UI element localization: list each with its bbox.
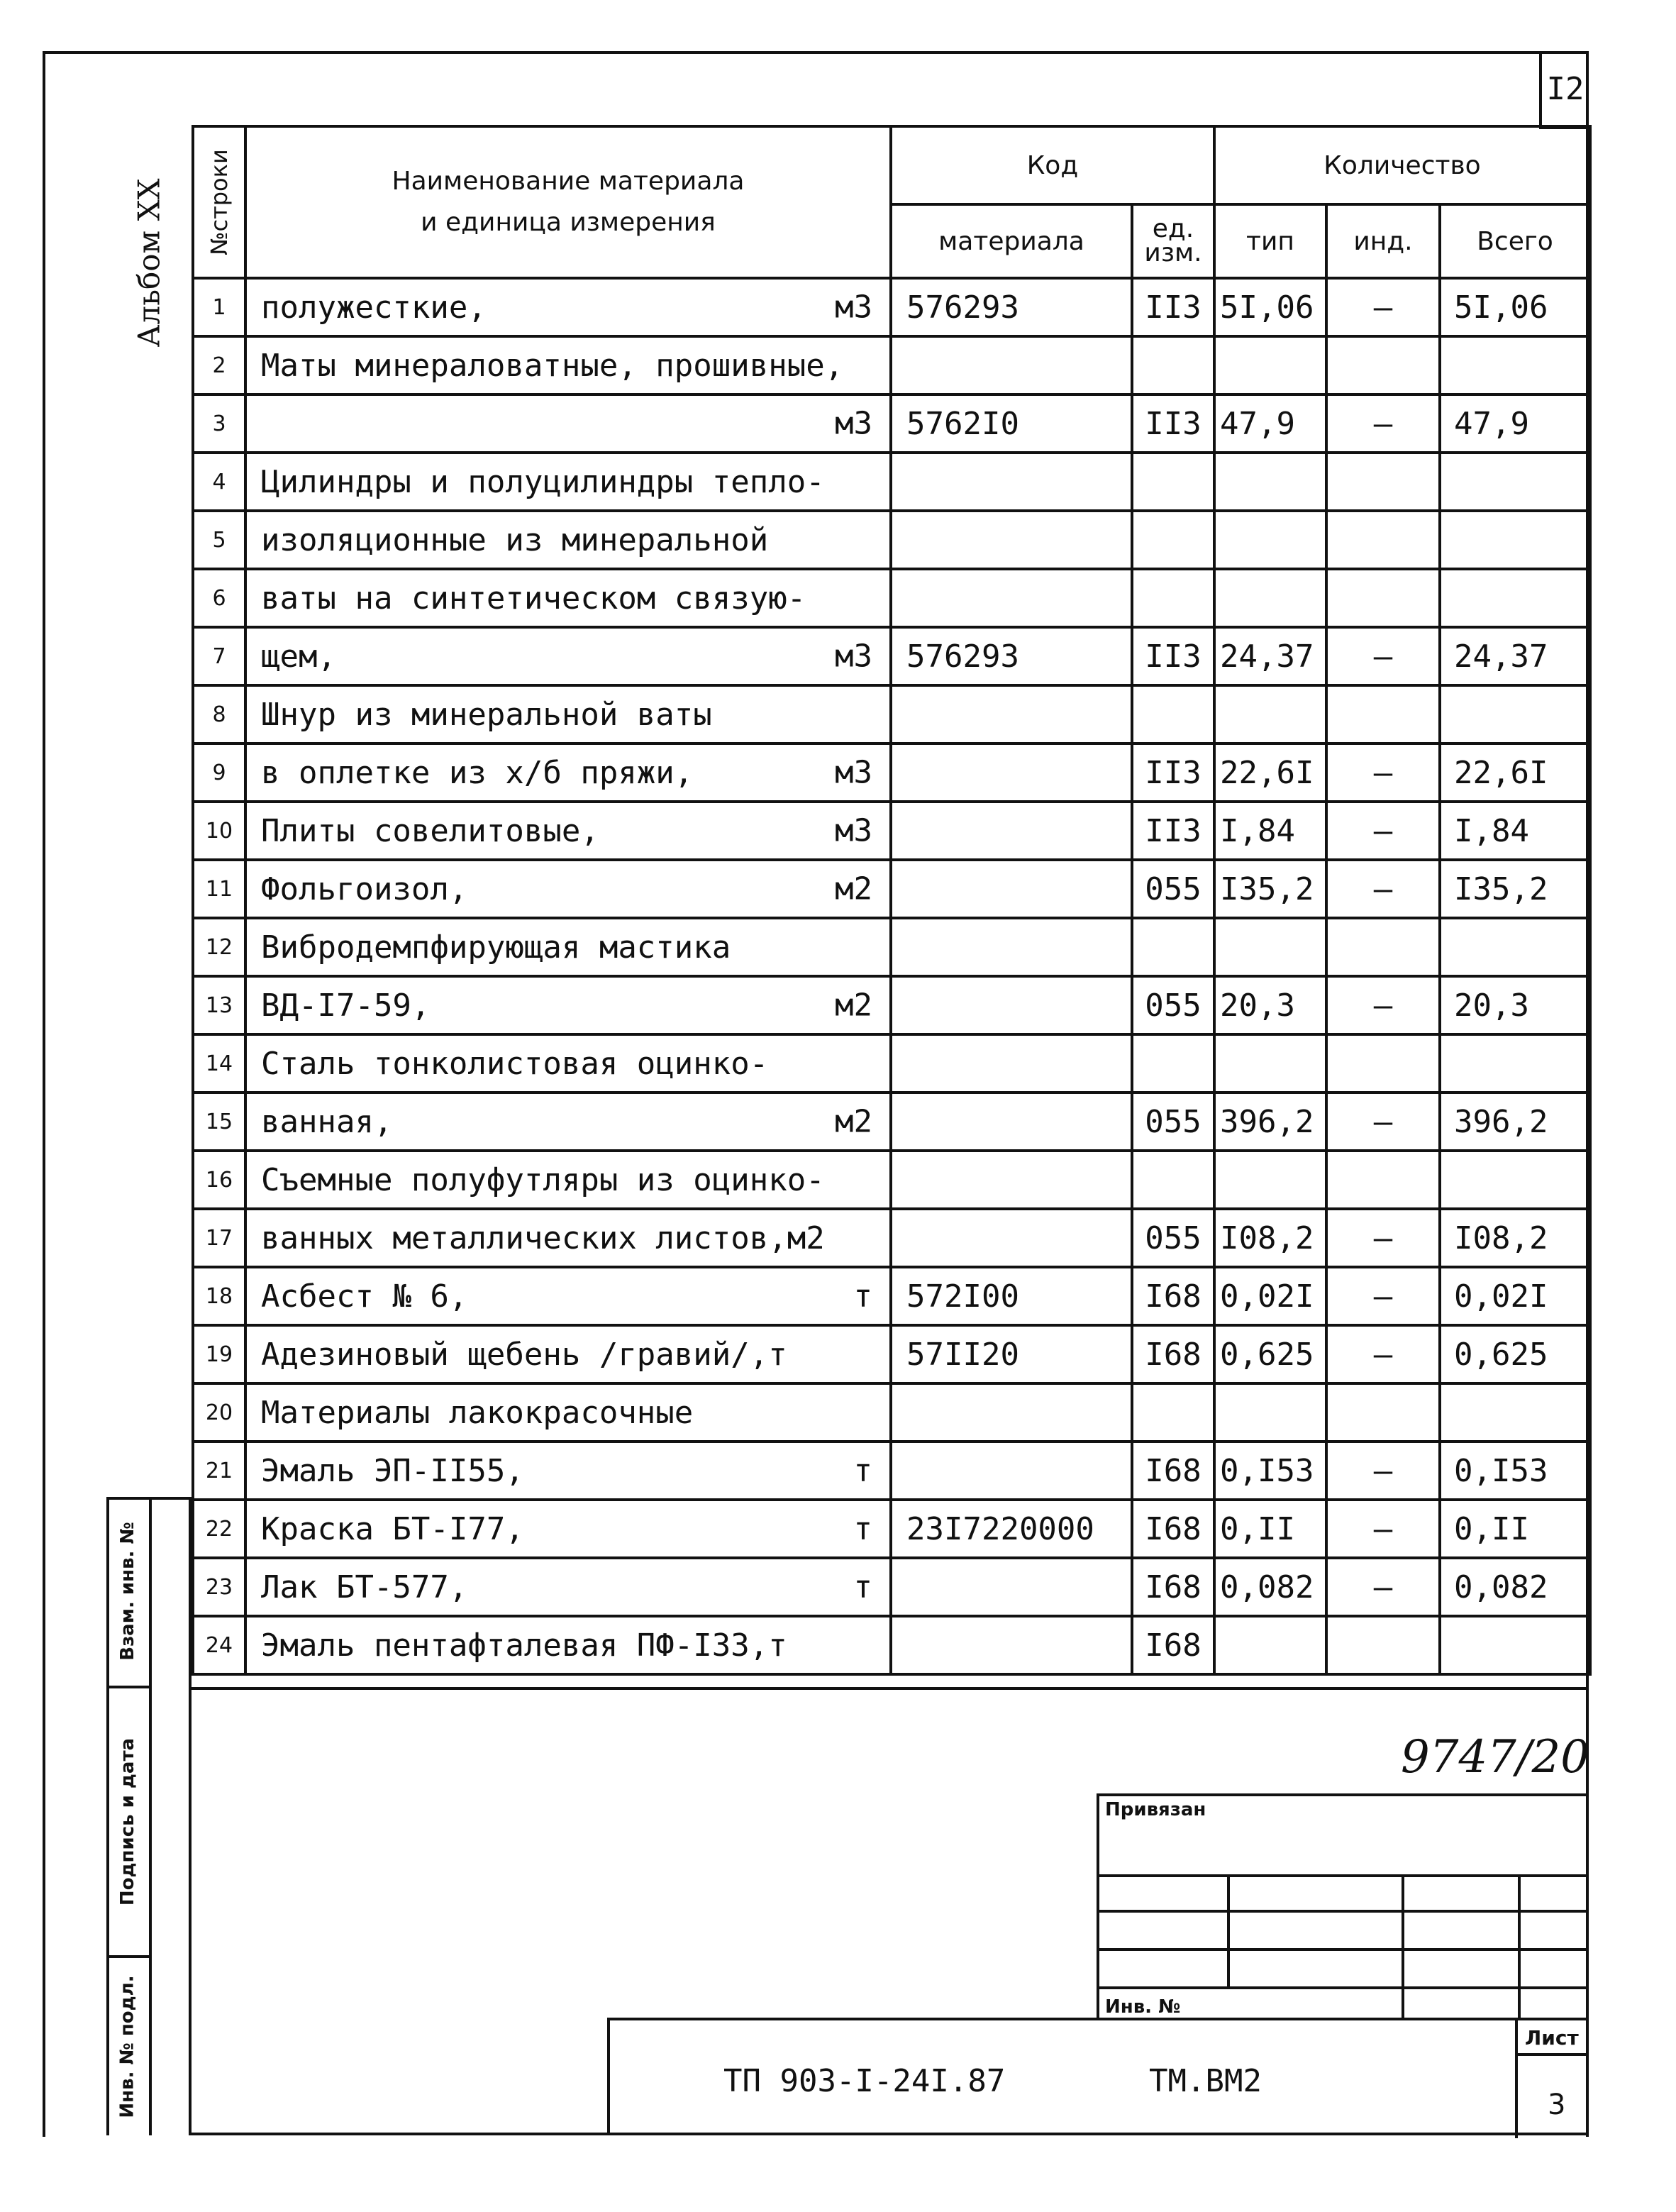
qty-total-cell (1440, 1616, 1590, 1674)
qty-type-cell: I,84 (1214, 802, 1326, 860)
material-code-cell (891, 1093, 1132, 1151)
row-number-cell: 7 (193, 627, 245, 685)
unit-code-cell (1132, 1151, 1214, 1209)
priv-col-2 (1402, 1874, 1404, 2020)
qty-total-cell (1440, 918, 1590, 976)
qty-ind-cell (1326, 1034, 1440, 1093)
qty-type-cell: 5I,06 (1214, 278, 1326, 336)
qty-total-cell (1440, 336, 1590, 394)
sheet-cell-divider (1515, 2020, 1518, 2138)
document-code: ТП 903-I-24I.87 (723, 2063, 1006, 2099)
qty-type-cell: 396,2 (1214, 1093, 1326, 1151)
material-name-cell (245, 511, 891, 569)
qty-ind-cell (1326, 569, 1440, 627)
qty-type-cell: 0,02I (1214, 1267, 1326, 1325)
material-code-cell (891, 1209, 1132, 1267)
header-name (245, 126, 891, 278)
materials-table (192, 125, 1592, 1676)
qty-total-cell: 0,II (1440, 1500, 1590, 1558)
qty-type-cell (1214, 918, 1326, 976)
material-code-cell (891, 976, 1132, 1034)
material-code-cell (891, 802, 1132, 860)
row-number-cell: 14 (193, 1034, 245, 1093)
material-unit-text: м2 (835, 870, 872, 907)
qty-ind-cell: – (1326, 1325, 1440, 1383)
material-name-text: ВД-I7-59, (261, 987, 431, 1024)
qty-ind-cell: – (1326, 627, 1440, 685)
qty-total-cell: 22,6I (1440, 743, 1590, 802)
material-name-text: ванная, (261, 1103, 393, 1140)
unit-code-cell: II3 (1132, 743, 1214, 802)
qty-type-cell (1214, 453, 1326, 511)
material-name-text: Асбест № 6, (261, 1278, 468, 1315)
header-name-line1: Наименование материала (392, 167, 745, 196)
row-number-cell: 20 (193, 1383, 245, 1442)
material-code-cell: 23I7220000 (891, 1500, 1132, 1558)
qty-type-cell: 22,6I (1214, 743, 1326, 802)
sheet-corner-number: I2 (1539, 51, 1589, 129)
qty-total-cell: I,84 (1440, 802, 1590, 860)
unit-code-cell (1132, 1383, 1214, 1442)
privyazan-label: Привязан (1105, 1799, 1206, 1820)
material-name-text: в оплетке из х/б пряжи, (261, 754, 694, 791)
qty-type-cell (1214, 569, 1326, 627)
priv-col-1 (1227, 1874, 1230, 1986)
material-name-text: Фольгоизол, (261, 870, 468, 907)
qty-total-cell: 24,37 (1440, 627, 1590, 685)
qty-total-cell: 5I,06 (1440, 278, 1590, 336)
material-name-text: Маты минераловатные, прошивные, (261, 347, 844, 384)
qty-total-cell (1440, 1034, 1590, 1093)
qty-type-cell: 24,37 (1214, 627, 1326, 685)
table-row (193, 1325, 1590, 1383)
material-name-cell (245, 860, 891, 918)
table-row (193, 1383, 1590, 1442)
frame-left-edge (43, 51, 45, 2137)
table-row (193, 336, 1590, 394)
handwritten-number: 9747/20 (1401, 1731, 1589, 1784)
row-number-cell: 1 (193, 278, 245, 336)
qty-ind-cell: – (1326, 394, 1440, 453)
material-name-text: Плиты совелитовые, (261, 812, 599, 849)
table-row (193, 743, 1590, 802)
row-number-cell: 11 (193, 860, 245, 918)
qty-total-cell (1440, 453, 1590, 511)
qty-ind-cell: – (1326, 976, 1440, 1034)
table-row (193, 1558, 1590, 1616)
qty-ind-cell: – (1326, 1500, 1440, 1558)
unit-code-cell: I68 (1132, 1616, 1214, 1674)
table-row (193, 1267, 1590, 1325)
material-name-cell (245, 1325, 891, 1383)
unit-code-cell: I68 (1132, 1500, 1214, 1558)
privyazan-box (1097, 1793, 1589, 2020)
unit-code-cell (1132, 336, 1214, 394)
qty-ind-cell (1326, 453, 1440, 511)
material-code-cell (891, 1151, 1132, 1209)
material-name-text: Эмаль пентафталевая ПФ-I33,т (261, 1627, 787, 1664)
table-row (193, 918, 1590, 976)
material-name-text: Сталь тонколистовая оцинко- (261, 1045, 769, 1082)
qty-type-cell: 0,I53 (1214, 1442, 1326, 1500)
material-name-cell (245, 1558, 891, 1616)
table-row (193, 1209, 1590, 1267)
unit-code-cell (1132, 453, 1214, 511)
material-unit-text: м3 (835, 812, 872, 849)
material-unit-text: т (853, 1278, 872, 1315)
qty-type-cell: 20,3 (1214, 976, 1326, 1034)
material-code-cell (891, 569, 1132, 627)
qty-type-cell (1214, 511, 1326, 569)
qty-total-cell: 396,2 (1440, 1093, 1590, 1151)
material-name-text: Шнур из минеральной ваты (261, 696, 712, 733)
qty-total-cell: I08,2 (1440, 1209, 1590, 1267)
unit-code-cell: 055 (1132, 1093, 1214, 1151)
material-name-text: Цилиндры и полуцилиндры тепло- (261, 463, 825, 500)
material-name-cell (245, 1383, 891, 1442)
sheet-cell-rule (1515, 2053, 1589, 2056)
material-code-cell (891, 1383, 1132, 1442)
qty-ind-cell: – (1326, 1558, 1440, 1616)
qty-type-cell (1214, 1383, 1326, 1442)
priv-rule-3 (1099, 1948, 1589, 1951)
table-row (193, 1616, 1590, 1674)
qty-ind-cell (1326, 1616, 1440, 1674)
material-code-cell (891, 743, 1132, 802)
row-number-cell: 23 (193, 1558, 245, 1616)
material-code-cell (891, 453, 1132, 511)
row-number-cell: 9 (193, 743, 245, 802)
unit-code-cell: II3 (1132, 394, 1214, 453)
row-number-cell: 21 (193, 1442, 245, 1500)
qty-ind-cell: – (1326, 1442, 1440, 1500)
material-code-cell: 57II20 (891, 1325, 1132, 1383)
side-label-podpis: Подпись и дата (106, 1688, 149, 1958)
material-name-text: Лак БТ-577, (261, 1569, 468, 1605)
material-name-cell (245, 1209, 891, 1267)
row-number-cell: 16 (193, 1151, 245, 1209)
header-quantity-group: Количество (1214, 126, 1590, 204)
material-code-cell (891, 1034, 1132, 1093)
header-code-unit: ед. изм. (1132, 204, 1214, 278)
priv-col-3 (1518, 1874, 1521, 2020)
material-unit-text: м2 (835, 1103, 872, 1140)
unit-code-cell: II3 (1132, 278, 1214, 336)
header-row-number: №строки (193, 126, 245, 278)
material-unit-text: м3 (835, 289, 872, 326)
material-name-cell (245, 918, 891, 976)
table-row (193, 860, 1590, 918)
qty-total-cell: 0,I53 (1440, 1442, 1590, 1500)
material-code-cell: 576293 (891, 278, 1132, 336)
qty-total-cell (1440, 1151, 1590, 1209)
unit-code-cell: II3 (1132, 802, 1214, 860)
material-name-text: щем, (261, 638, 336, 675)
row-number-cell: 18 (193, 1267, 245, 1325)
table-row (193, 627, 1590, 685)
qty-ind-cell (1326, 918, 1440, 976)
table-row (193, 976, 1590, 1034)
material-name-cell (245, 685, 891, 743)
material-unit-text: т (853, 1569, 872, 1605)
material-code-cell (891, 336, 1132, 394)
qty-ind-cell (1326, 685, 1440, 743)
row-number-cell: 12 (193, 918, 245, 976)
header-qty-total: Всего (1440, 204, 1590, 278)
material-name-text: Краска БТ-I77, (261, 1510, 524, 1547)
qty-type-cell (1214, 336, 1326, 394)
row-number-cell: 5 (193, 511, 245, 569)
qty-total-cell: 0,02I (1440, 1267, 1590, 1325)
qty-ind-cell: – (1326, 802, 1440, 860)
qty-type-cell: 0,II (1214, 1500, 1326, 1558)
qty-ind-cell (1326, 1151, 1440, 1209)
row-number-cell: 19 (193, 1325, 245, 1383)
qty-ind-cell (1326, 511, 1440, 569)
qty-ind-cell: – (1326, 1267, 1440, 1325)
unit-code-cell: 055 (1132, 860, 1214, 918)
qty-type-cell: 47,9 (1214, 394, 1326, 453)
material-name-cell (245, 569, 891, 627)
sheet-number: 3 (1548, 2089, 1566, 2121)
unit-code-cell: II3 (1132, 627, 1214, 685)
material-code-cell (891, 860, 1132, 918)
qty-type-cell (1214, 1151, 1326, 1209)
unit-code-cell (1132, 918, 1214, 976)
table-row (193, 453, 1590, 511)
qty-total-cell: 0,625 (1440, 1325, 1590, 1383)
material-name-cell (245, 1093, 891, 1151)
material-name-cell (245, 976, 891, 1034)
material-name-cell (245, 1267, 891, 1325)
material-unit-text: м3 (835, 638, 872, 675)
row-number-cell: 4 (193, 453, 245, 511)
material-name-cell (245, 1616, 891, 1674)
document-mark: ТМ.ВМ2 (1149, 2063, 1262, 2099)
material-code-cell: 572I00 (891, 1267, 1132, 1325)
table-row (193, 394, 1590, 453)
table-row (193, 1093, 1590, 1151)
unit-code-cell: 055 (1132, 1209, 1214, 1267)
row-number-cell: 22 (193, 1500, 245, 1558)
priv-rule-1 (1099, 1874, 1589, 1877)
qty-ind-cell (1326, 336, 1440, 394)
inv-no-label: Инв. № (1105, 1996, 1181, 2018)
row-number-cell: 10 (193, 802, 245, 860)
table-row (193, 1151, 1590, 1209)
qty-type-cell: 0,625 (1214, 1325, 1326, 1383)
material-unit-text: м3 (835, 754, 872, 791)
material-name-text: Съемные полуфутляры из оцинко- (261, 1161, 825, 1198)
qty-total-cell (1440, 685, 1590, 743)
material-code-cell (891, 685, 1132, 743)
qty-type-cell (1214, 1616, 1326, 1674)
unit-code-cell (1132, 685, 1214, 743)
table-row (193, 802, 1590, 860)
qty-total-cell: I35,2 (1440, 860, 1590, 918)
header-name-line2: и единица измерения (421, 208, 716, 237)
material-name-text: Эмаль ЭП-II55, (261, 1452, 524, 1489)
qty-ind-cell (1326, 1383, 1440, 1442)
table-row (193, 1034, 1590, 1093)
material-name-cell (245, 743, 891, 802)
row-number-cell: 13 (193, 976, 245, 1034)
material-name-cell (245, 802, 891, 860)
unit-code-cell: I68 (1132, 1325, 1214, 1383)
qty-type-cell: 0,082 (1214, 1558, 1326, 1616)
unit-code-cell: I68 (1132, 1558, 1214, 1616)
qty-ind-cell: – (1326, 278, 1440, 336)
qty-ind-cell: – (1326, 860, 1440, 918)
qty-type-cell (1214, 1034, 1326, 1093)
material-code-cell (891, 918, 1132, 976)
header-qty-ind: инд. (1326, 204, 1440, 278)
unit-code-cell (1132, 569, 1214, 627)
qty-total-cell: 47,9 (1440, 394, 1590, 453)
row-number-cell: 8 (193, 685, 245, 743)
material-unit-text: м3 (835, 405, 872, 442)
qty-total-cell (1440, 569, 1590, 627)
material-code-cell: 5762I0 (891, 394, 1132, 453)
qty-type-cell: I08,2 (1214, 1209, 1326, 1267)
material-code-cell (891, 1616, 1132, 1674)
material-name-text: изоляционные из минеральной (261, 521, 769, 558)
row-number-cell: 3 (193, 394, 245, 453)
material-name-cell (245, 1034, 891, 1093)
qty-total-cell: 0,082 (1440, 1558, 1590, 1616)
qty-total-cell (1440, 1383, 1590, 1442)
material-name-cell (245, 1500, 891, 1558)
unit-code-cell: I68 (1132, 1442, 1214, 1500)
row-number-cell: 17 (193, 1209, 245, 1267)
qty-type-cell (1214, 685, 1326, 743)
unit-code-cell: I68 (1132, 1267, 1214, 1325)
side-label-vzam: Взам. инв. № (106, 1497, 149, 1688)
table-row (193, 1500, 1590, 1558)
material-code-cell (891, 511, 1132, 569)
row-number-cell: 15 (193, 1093, 245, 1151)
row-number-cell: 2 (193, 336, 245, 394)
unit-code-cell: 055 (1132, 976, 1214, 1034)
row-number-cell: 6 (193, 569, 245, 627)
material-code-cell: 576293 (891, 627, 1132, 685)
qty-ind-cell: – (1326, 1093, 1440, 1151)
album-label-text: Альбом XX (131, 178, 167, 347)
unit-code-cell (1132, 511, 1214, 569)
material-name-text: Вибродемпфирующая мастика (261, 929, 731, 966)
priv-rule-2 (1099, 1910, 1589, 1913)
qty-ind-cell: – (1326, 1209, 1440, 1267)
table-row (193, 278, 1590, 336)
material-name-cell (245, 1442, 891, 1500)
material-name-text: Адезиновый щебень /гравий/,т (261, 1336, 787, 1373)
priv-rule-4 (1099, 1986, 1589, 1989)
header-code-group: Код (891, 126, 1214, 204)
table-row (193, 511, 1590, 569)
unit-code-cell (1132, 1034, 1214, 1093)
material-code-cell (891, 1558, 1132, 1616)
title-block (607, 2018, 1589, 2135)
material-name-text: ваты на синтетическом связую- (261, 580, 806, 616)
material-name-cell (245, 336, 891, 394)
material-unit-text: т (853, 1510, 872, 1547)
qty-ind-cell: – (1326, 743, 1440, 802)
material-name-cell (245, 453, 891, 511)
table-bottom-rule (192, 1687, 1589, 1690)
album-label (128, 170, 170, 355)
material-unit-text: м2 (835, 987, 872, 1024)
row-number-cell: 24 (193, 1616, 245, 1674)
qty-total-cell (1440, 511, 1590, 569)
material-name-text: ванных металлических листов,м2 (261, 1220, 825, 1256)
side-label-inv-podl: Инв. № подл. (117, 1975, 138, 2118)
qty-total-cell: 20,3 (1440, 976, 1590, 1034)
header-code-material: материала (891, 204, 1132, 278)
side-strip-divider (149, 1497, 152, 2135)
material-name-cell (245, 627, 891, 685)
sheet-label: Лист (1525, 2026, 1579, 2050)
table-row (193, 685, 1590, 743)
material-name-cell (245, 278, 891, 336)
header-qty-type: тип (1214, 204, 1326, 278)
material-name-cell (245, 394, 891, 453)
material-name-cell (245, 1151, 891, 1209)
material-name-text: полужесткие, (261, 289, 487, 326)
qty-type-cell: I35,2 (1214, 860, 1326, 918)
table-row (193, 1442, 1590, 1500)
material-code-cell (891, 1442, 1132, 1500)
table-row (193, 569, 1590, 627)
material-unit-text: т (853, 1452, 872, 1489)
material-name-text: Материалы лакокрасочные (261, 1394, 694, 1431)
